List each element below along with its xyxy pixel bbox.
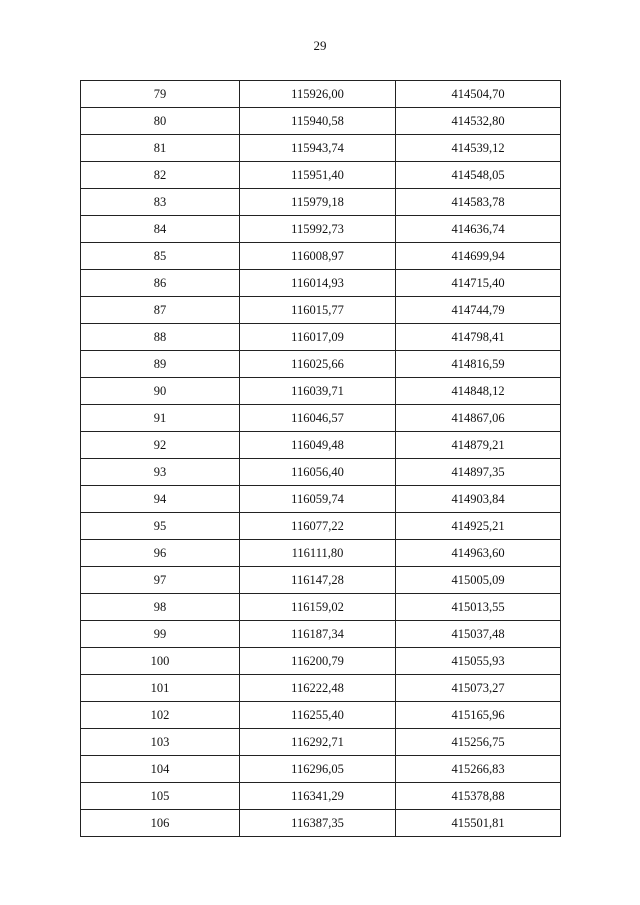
x-coordinate-cell: 115940,58	[240, 108, 396, 135]
table-row	[81, 432, 561, 459]
x-coordinate-cell: 116341,29	[240, 783, 396, 810]
x-coordinate-cell: 116111,80	[240, 540, 396, 567]
y-coordinate-cell: 415378,88	[396, 783, 561, 810]
table-row	[81, 270, 561, 297]
point-number-cell: 97	[81, 567, 240, 594]
table-row	[81, 783, 561, 810]
point-number-cell: 87	[81, 297, 240, 324]
x-coordinate-cell: 115951,40	[240, 162, 396, 189]
table-row	[81, 324, 561, 351]
point-number-cell: 105	[81, 783, 240, 810]
y-coordinate-cell: 415037,48	[396, 621, 561, 648]
x-coordinate-cell: 116200,79	[240, 648, 396, 675]
y-coordinate-cell: 414744,79	[396, 297, 561, 324]
point-number-cell: 90	[81, 378, 240, 405]
x-coordinate-cell: 116159,02	[240, 594, 396, 621]
table-row	[81, 810, 561, 837]
table-row	[81, 162, 561, 189]
point-number-cell: 98	[81, 594, 240, 621]
table-row	[81, 297, 561, 324]
point-number-cell: 102	[81, 702, 240, 729]
y-coordinate-cell: 414798,41	[396, 324, 561, 351]
point-number-cell: 80	[81, 108, 240, 135]
table-row	[81, 108, 561, 135]
point-number-cell: 106	[81, 810, 240, 837]
table-row	[81, 540, 561, 567]
x-coordinate-cell: 116222,48	[240, 675, 396, 702]
x-coordinate-cell: 116147,28	[240, 567, 396, 594]
point-number-cell: 82	[81, 162, 240, 189]
point-number-cell: 79	[81, 81, 240, 108]
point-number-cell: 88	[81, 324, 240, 351]
y-coordinate-cell: 414699,94	[396, 243, 561, 270]
table-row	[81, 378, 561, 405]
x-coordinate-cell: 116039,71	[240, 378, 396, 405]
table-row	[81, 594, 561, 621]
x-coordinate-cell: 116008,97	[240, 243, 396, 270]
x-coordinate-cell: 116046,57	[240, 405, 396, 432]
y-coordinate-cell: 414504,70	[396, 81, 561, 108]
point-number-cell: 92	[81, 432, 240, 459]
table-row	[81, 756, 561, 783]
coordinates-table	[80, 80, 561, 837]
table-row	[81, 675, 561, 702]
point-number-cell: 101	[81, 675, 240, 702]
y-coordinate-cell: 414879,21	[396, 432, 561, 459]
point-number-cell: 89	[81, 351, 240, 378]
table-body	[81, 81, 561, 837]
table-row	[81, 513, 561, 540]
point-number-cell: 93	[81, 459, 240, 486]
table-row	[81, 459, 561, 486]
point-number-cell: 81	[81, 135, 240, 162]
y-coordinate-cell: 414903,84	[396, 486, 561, 513]
x-coordinate-cell: 115926,00	[240, 81, 396, 108]
x-coordinate-cell: 115943,74	[240, 135, 396, 162]
x-coordinate-cell: 116015,77	[240, 297, 396, 324]
point-number-cell: 104	[81, 756, 240, 783]
y-coordinate-cell: 414925,21	[396, 513, 561, 540]
point-number-cell: 99	[81, 621, 240, 648]
point-number-cell: 94	[81, 486, 240, 513]
table-row	[81, 243, 561, 270]
table-row	[81, 189, 561, 216]
y-coordinate-cell: 415073,27	[396, 675, 561, 702]
y-coordinate-cell: 415266,83	[396, 756, 561, 783]
y-coordinate-cell: 414848,12	[396, 378, 561, 405]
point-number-cell: 83	[81, 189, 240, 216]
x-coordinate-cell: 116292,71	[240, 729, 396, 756]
table-row	[81, 351, 561, 378]
x-coordinate-cell: 116255,40	[240, 702, 396, 729]
y-coordinate-cell: 415256,75	[396, 729, 561, 756]
y-coordinate-cell: 415005,09	[396, 567, 561, 594]
x-coordinate-cell: 116025,66	[240, 351, 396, 378]
y-coordinate-cell: 414867,06	[396, 405, 561, 432]
y-coordinate-cell: 414539,12	[396, 135, 561, 162]
y-coordinate-cell: 414532,80	[396, 108, 561, 135]
point-number-cell: 96	[81, 540, 240, 567]
point-number-cell: 86	[81, 270, 240, 297]
table-row	[81, 486, 561, 513]
table-row	[81, 405, 561, 432]
point-number-cell: 100	[81, 648, 240, 675]
x-coordinate-cell: 116387,35	[240, 810, 396, 837]
point-number-cell: 84	[81, 216, 240, 243]
table-row	[81, 81, 561, 108]
y-coordinate-cell: 414816,59	[396, 351, 561, 378]
y-coordinate-cell: 414963,60	[396, 540, 561, 567]
page-number: 29	[313, 38, 327, 53]
table-row	[81, 729, 561, 756]
point-number-cell: 85	[81, 243, 240, 270]
x-coordinate-cell: 116077,22	[240, 513, 396, 540]
x-coordinate-cell: 116187,34	[240, 621, 396, 648]
y-coordinate-cell: 415013,55	[396, 594, 561, 621]
x-coordinate-cell: 116049,48	[240, 432, 396, 459]
table-row	[81, 702, 561, 729]
y-coordinate-cell: 414715,40	[396, 270, 561, 297]
y-coordinate-cell: 414583,78	[396, 189, 561, 216]
table-row	[81, 216, 561, 243]
y-coordinate-cell: 415165,96	[396, 702, 561, 729]
x-coordinate-cell: 116017,09	[240, 324, 396, 351]
y-coordinate-cell: 415055,93	[396, 648, 561, 675]
y-coordinate-cell: 415501,81	[396, 810, 561, 837]
x-coordinate-cell: 116014,93	[240, 270, 396, 297]
x-coordinate-cell: 115992,73	[240, 216, 396, 243]
x-coordinate-cell: 116296,05	[240, 756, 396, 783]
y-coordinate-cell: 414636,74	[396, 216, 561, 243]
x-coordinate-cell: 116059,74	[240, 486, 396, 513]
table-row	[81, 135, 561, 162]
y-coordinate-cell: 414548,05	[396, 162, 561, 189]
point-number-cell: 91	[81, 405, 240, 432]
x-coordinate-cell: 115979,18	[240, 189, 396, 216]
table-row	[81, 648, 561, 675]
y-coordinate-cell: 414897,35	[396, 459, 561, 486]
table-row	[81, 621, 561, 648]
point-number-cell: 103	[81, 729, 240, 756]
x-coordinate-cell: 116056,40	[240, 459, 396, 486]
point-number-cell: 95	[81, 513, 240, 540]
table-row	[81, 567, 561, 594]
